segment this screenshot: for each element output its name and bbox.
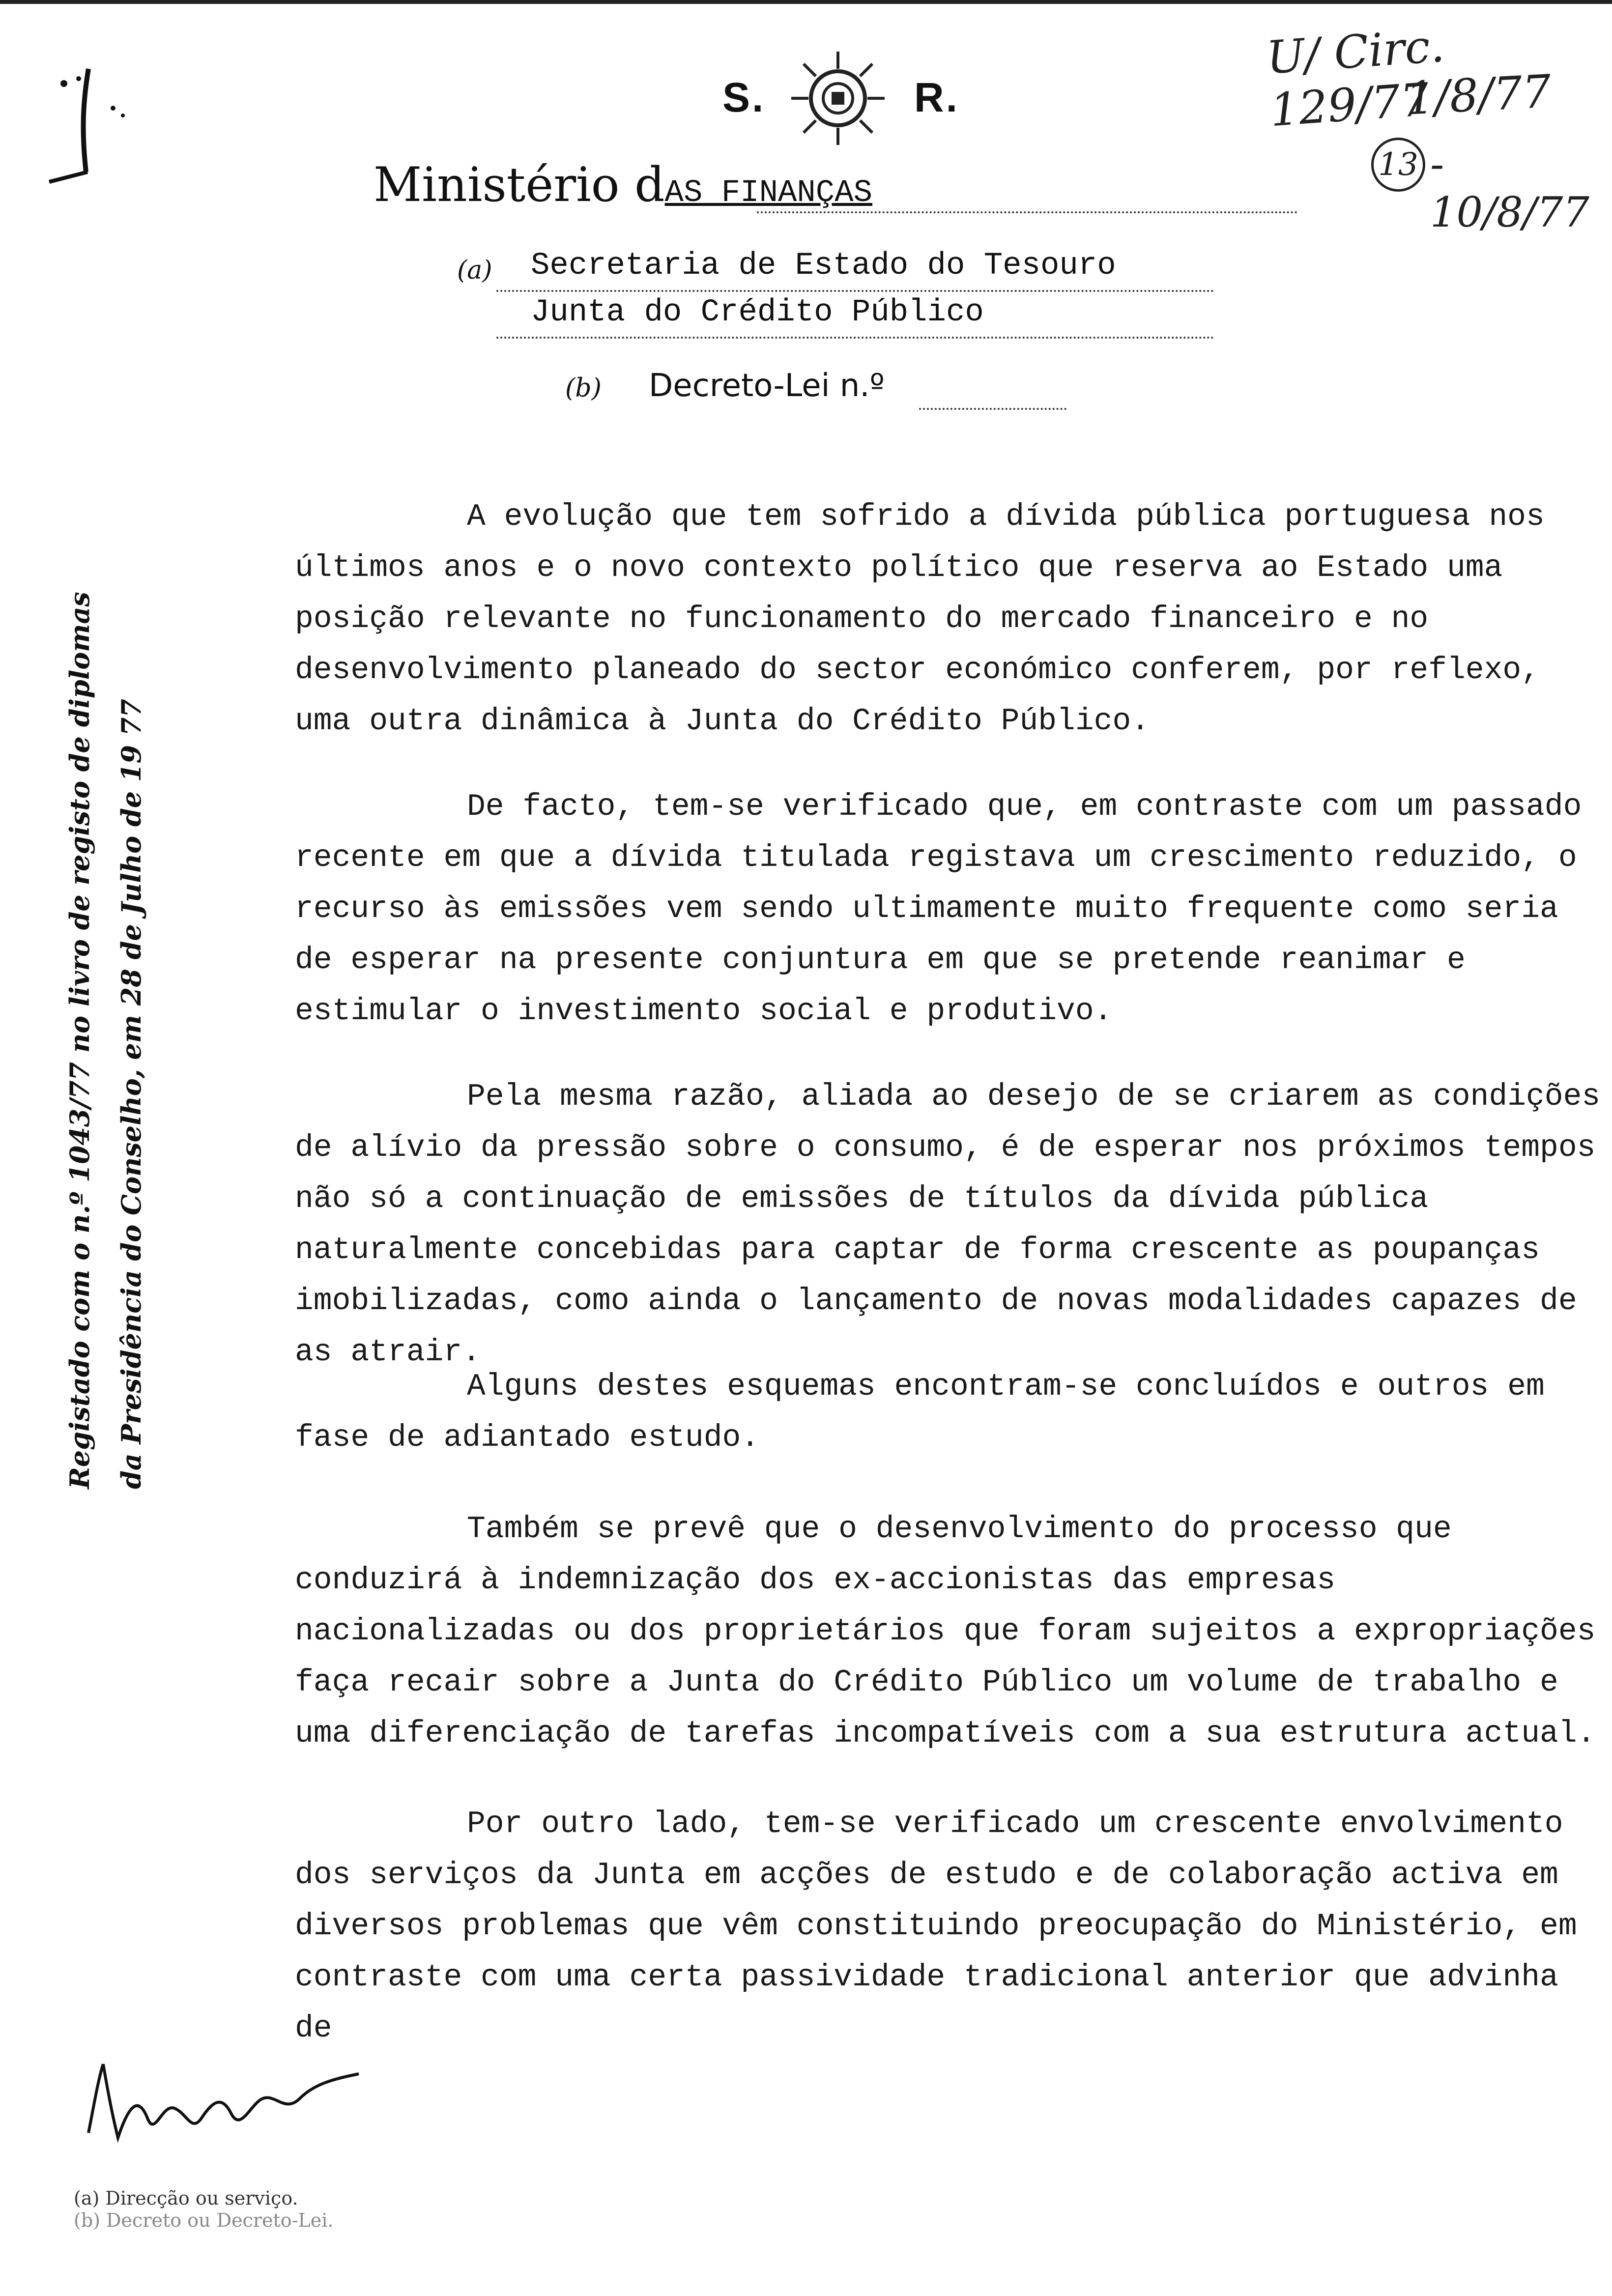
junta-dotted-line xyxy=(496,337,1214,339)
paragraph-5: Também se prevê que o desenvolvimento do processo que conduzirá à indemnização dos ex-accionistas das empresas nacionalizadas ou dos proprietários que foram sujeitos a expropriações faça recair sobre a Junta do Crédito Público um volume de trabalho e uma diferenciação de tarefas incompatíveis com a sua estrutura actual. xyxy=(295,1512,1596,1751)
decree-number-blank xyxy=(919,408,1066,410)
handwritten-reference: U/ Circ. 129/77 xyxy=(1265,19,1446,137)
footnote-a: (a) Direcção ou serviço. xyxy=(74,2187,298,2209)
handwritten-circled-number xyxy=(1371,138,1425,192)
paragraph-2: De facto, tem-se verificado que, em contraste com um passado recente em que a dívida titulada registava um crescimento reduzido, o recurso às emissões vem sendo ultimamente muito frequente como seria de esperar na presente conjuntura em que se pretende reanimar e estimular o investimento social e produtivo. xyxy=(295,789,1582,1029)
paragraph-6: Por outro lado, tem-se verificado um crescente envolvimento dos serviços da Junta em acções de estudo e de colaboração activa em diversos problemas que vêm constituindo preocupação do Ministério, em contraste com uma certa passividade tradicional anterior que advinha de xyxy=(295,1807,1577,2046)
registration-note-line2: da Presidência do Conselho, em 28 de Julho de 19 77 xyxy=(115,699,147,1489)
secretariat-name: Secretaria de Estado do Tesouro xyxy=(531,248,1116,284)
registration-note-line1: Registado com o n.º 1043/77 no livro de registo de diplomas xyxy=(64,592,95,1489)
secretariat-dotted-line xyxy=(496,290,1214,292)
paragraph-1: A evolução que tem sofrido a dívida pública portuguesa nos últimos anos e o novo contexto político que reserva ao Estado uma posição relevante no funcionamento do mercado financeiro e no desenvolvimento planeado do sector económico conferem, por reflexo, uma outra dinâmica à Junta do Crédito Público. xyxy=(295,499,1545,739)
ministry-dotted-line xyxy=(757,211,1297,213)
ministry-prefix: Ministério d xyxy=(374,157,665,212)
footnote-b: (b) Decreto ou Decreto-Lei. xyxy=(74,2210,334,2231)
marker-b: (b) xyxy=(565,373,602,403)
junta-name: Junta do Crédito Público xyxy=(531,295,984,330)
handwritten-circled-date: - 10/8/77 xyxy=(1430,140,1589,236)
handwritten-reference-date: 1/8/77 xyxy=(1404,65,1553,125)
handwritten-signature xyxy=(69,2035,374,2162)
coat-of-arms-icon xyxy=(786,47,890,150)
paragraph-4: Alguns destes esquemas encontram-se concluídos e outros em fase de adiantado estudo. xyxy=(295,1369,1545,1455)
ministry-name: AS FINANÇAS xyxy=(664,175,873,211)
margin-mark-icon xyxy=(29,54,138,192)
marker-a: (a) xyxy=(457,256,492,285)
top-border-line xyxy=(0,0,1612,4)
ministry-heading xyxy=(374,157,1297,212)
header-s-letter: S. xyxy=(722,74,766,120)
paragraph-3: Pela mesma razão, aliada ao desejo de se criarem as condições de alívio da pressão sobre o consumo, é de esperar nos próximos tempos não só a continuação de emissões de títulos da dívida pública naturalmente concebidas para captar de forma crescente as poupanças imobilizadas, como ainda o lançamento de novas modalidades capazes de as atrair. xyxy=(295,1079,1601,1370)
header-r-letter: R. xyxy=(914,74,959,120)
circled-number-text: 13 xyxy=(1378,146,1418,183)
decree-label: Decreto-Lei n.º xyxy=(649,368,885,404)
